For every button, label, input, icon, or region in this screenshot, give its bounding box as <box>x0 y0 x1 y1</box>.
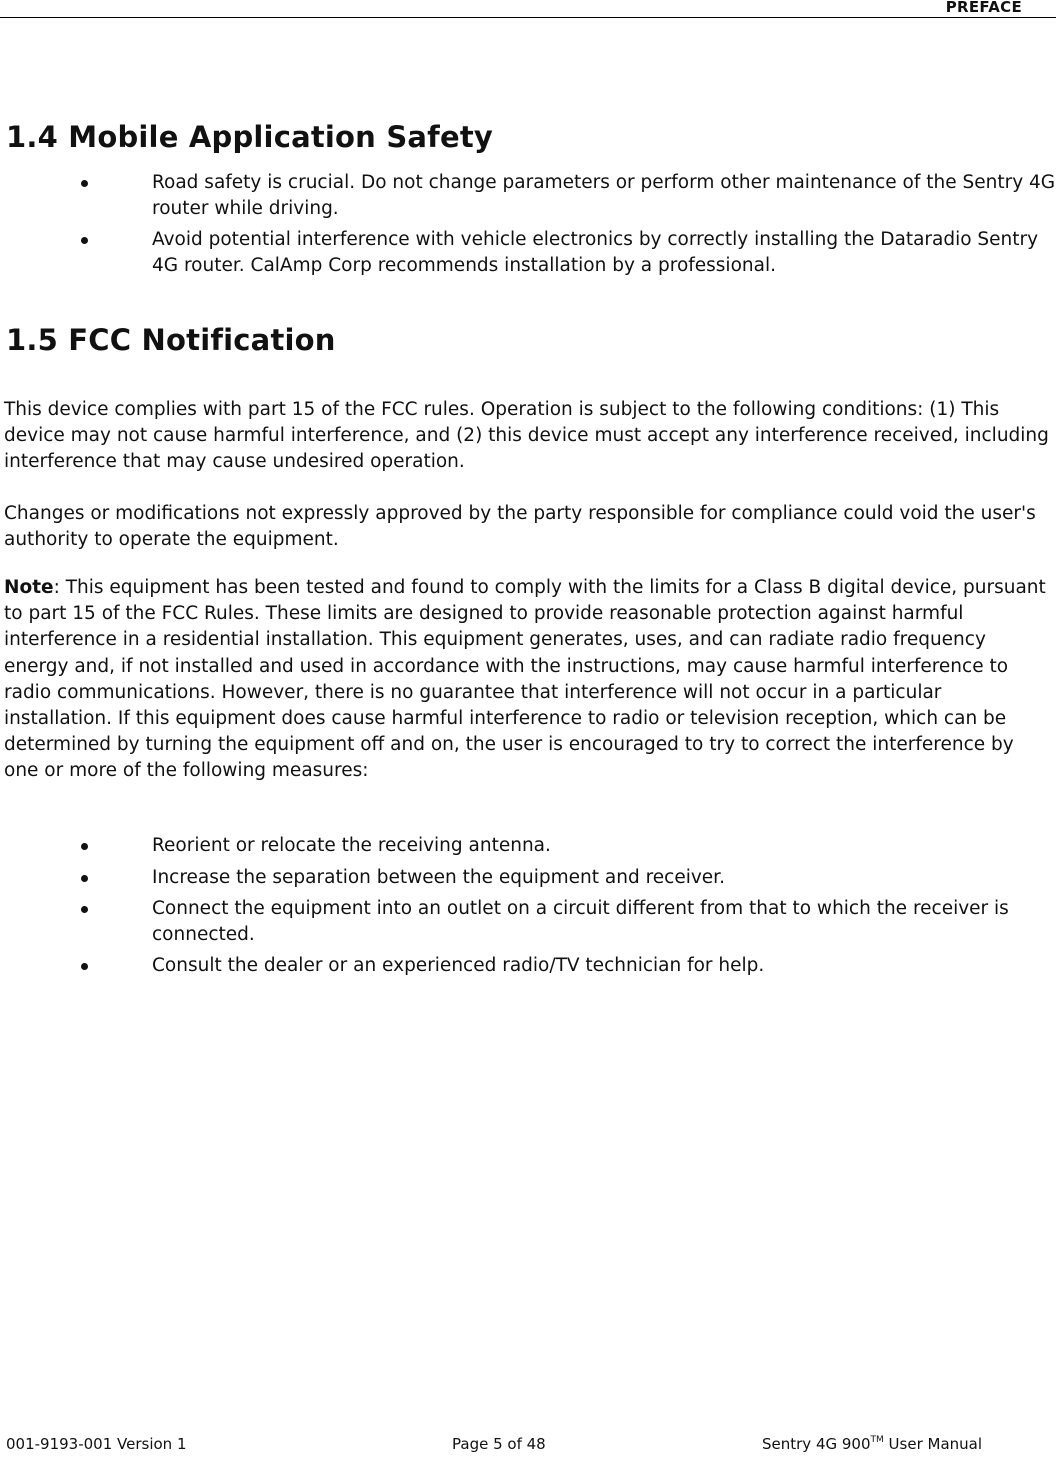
bullet-icon <box>81 875 88 882</box>
bullet-icon <box>81 180 88 187</box>
footer-product-title: Sentry 4G 900™ User Manual <box>762 1435 983 1453</box>
section-heading-mobile-safety: 1.4 Mobile Application Safety <box>6 120 494 154</box>
bullet-icon <box>81 843 88 850</box>
bullet-icon <box>81 906 88 913</box>
running-header: PREFACE <box>945 0 1022 16</box>
list-item: Connect the equipment into an outlet on a circuit different from that to which the receiver is connected. <box>0 896 1056 947</box>
footer-page-number: Page 5 of 48 <box>452 1435 546 1453</box>
fcc-compliance-paragraph: This device complies with part 15 of the FCC rules. Operation is subject to the following conditions: (1) This device may not cause harmful interference, and (2) this device must accept any interference received, including interference that may cause undesired operation. <box>4 399 1049 473</box>
list-item: Reorient or relocate the receiving antenna. <box>0 833 1056 859</box>
bullet-icon <box>81 237 88 244</box>
trademark-mark: TM <box>870 1435 884 1445</box>
modifications-paragraph: Changes or modifications not expressly approved by the party responsible for compliance could void the user's authority to operate the equipment. <box>4 503 1036 551</box>
header-rule <box>0 17 1056 18</box>
section-heading-fcc-notification: 1.5 FCC Notification <box>6 323 336 357</box>
measures-bullet-list <box>0 833 1056 985</box>
list-item: Avoid potential interference with vehicle electronics by correctly installing the Dataradio Sentry 4G router. CalAmp Corp recommends installation by a professional. <box>0 227 1056 278</box>
list-item: Road safety is crucial. Do not change parameters or perform other maintenance of the Sentry 4G router while driving. <box>0 170 1056 221</box>
list-item: Increase the separation between the equipment and receiver. <box>0 865 1056 891</box>
bullet-icon <box>81 963 88 970</box>
footer-doc-number: 001-9193-001 Version 1 <box>6 1435 187 1453</box>
note-label: Note <box>4 577 54 598</box>
safety-bullet-list <box>0 170 1056 284</box>
note-text: : This equipment has been tested and found to comply with the limits for a Class B digital device, pursuant to part 15 of the FCC Rules. These limits are designed to provide reasonable protection against harmful interference in a residential installation. This equipment generates, uses, and can radiate radio frequency energy and, if not installed and used in accordance with the instructions, may cause harmful interference to radio communications. However, there is no guarantee that interference will not occur in a particular installation. If this equipment does cause harmful interference to radio or television reception, which can be determined by turning the equipment off and on, the user is encouraged to try to correct the interference by one or more of the following measures: <box>4 577 1046 782</box>
note-paragraph <box>4 575 1054 785</box>
list-item: Consult the dealer or an experienced radio/TV technician for help. <box>0 953 1056 979</box>
